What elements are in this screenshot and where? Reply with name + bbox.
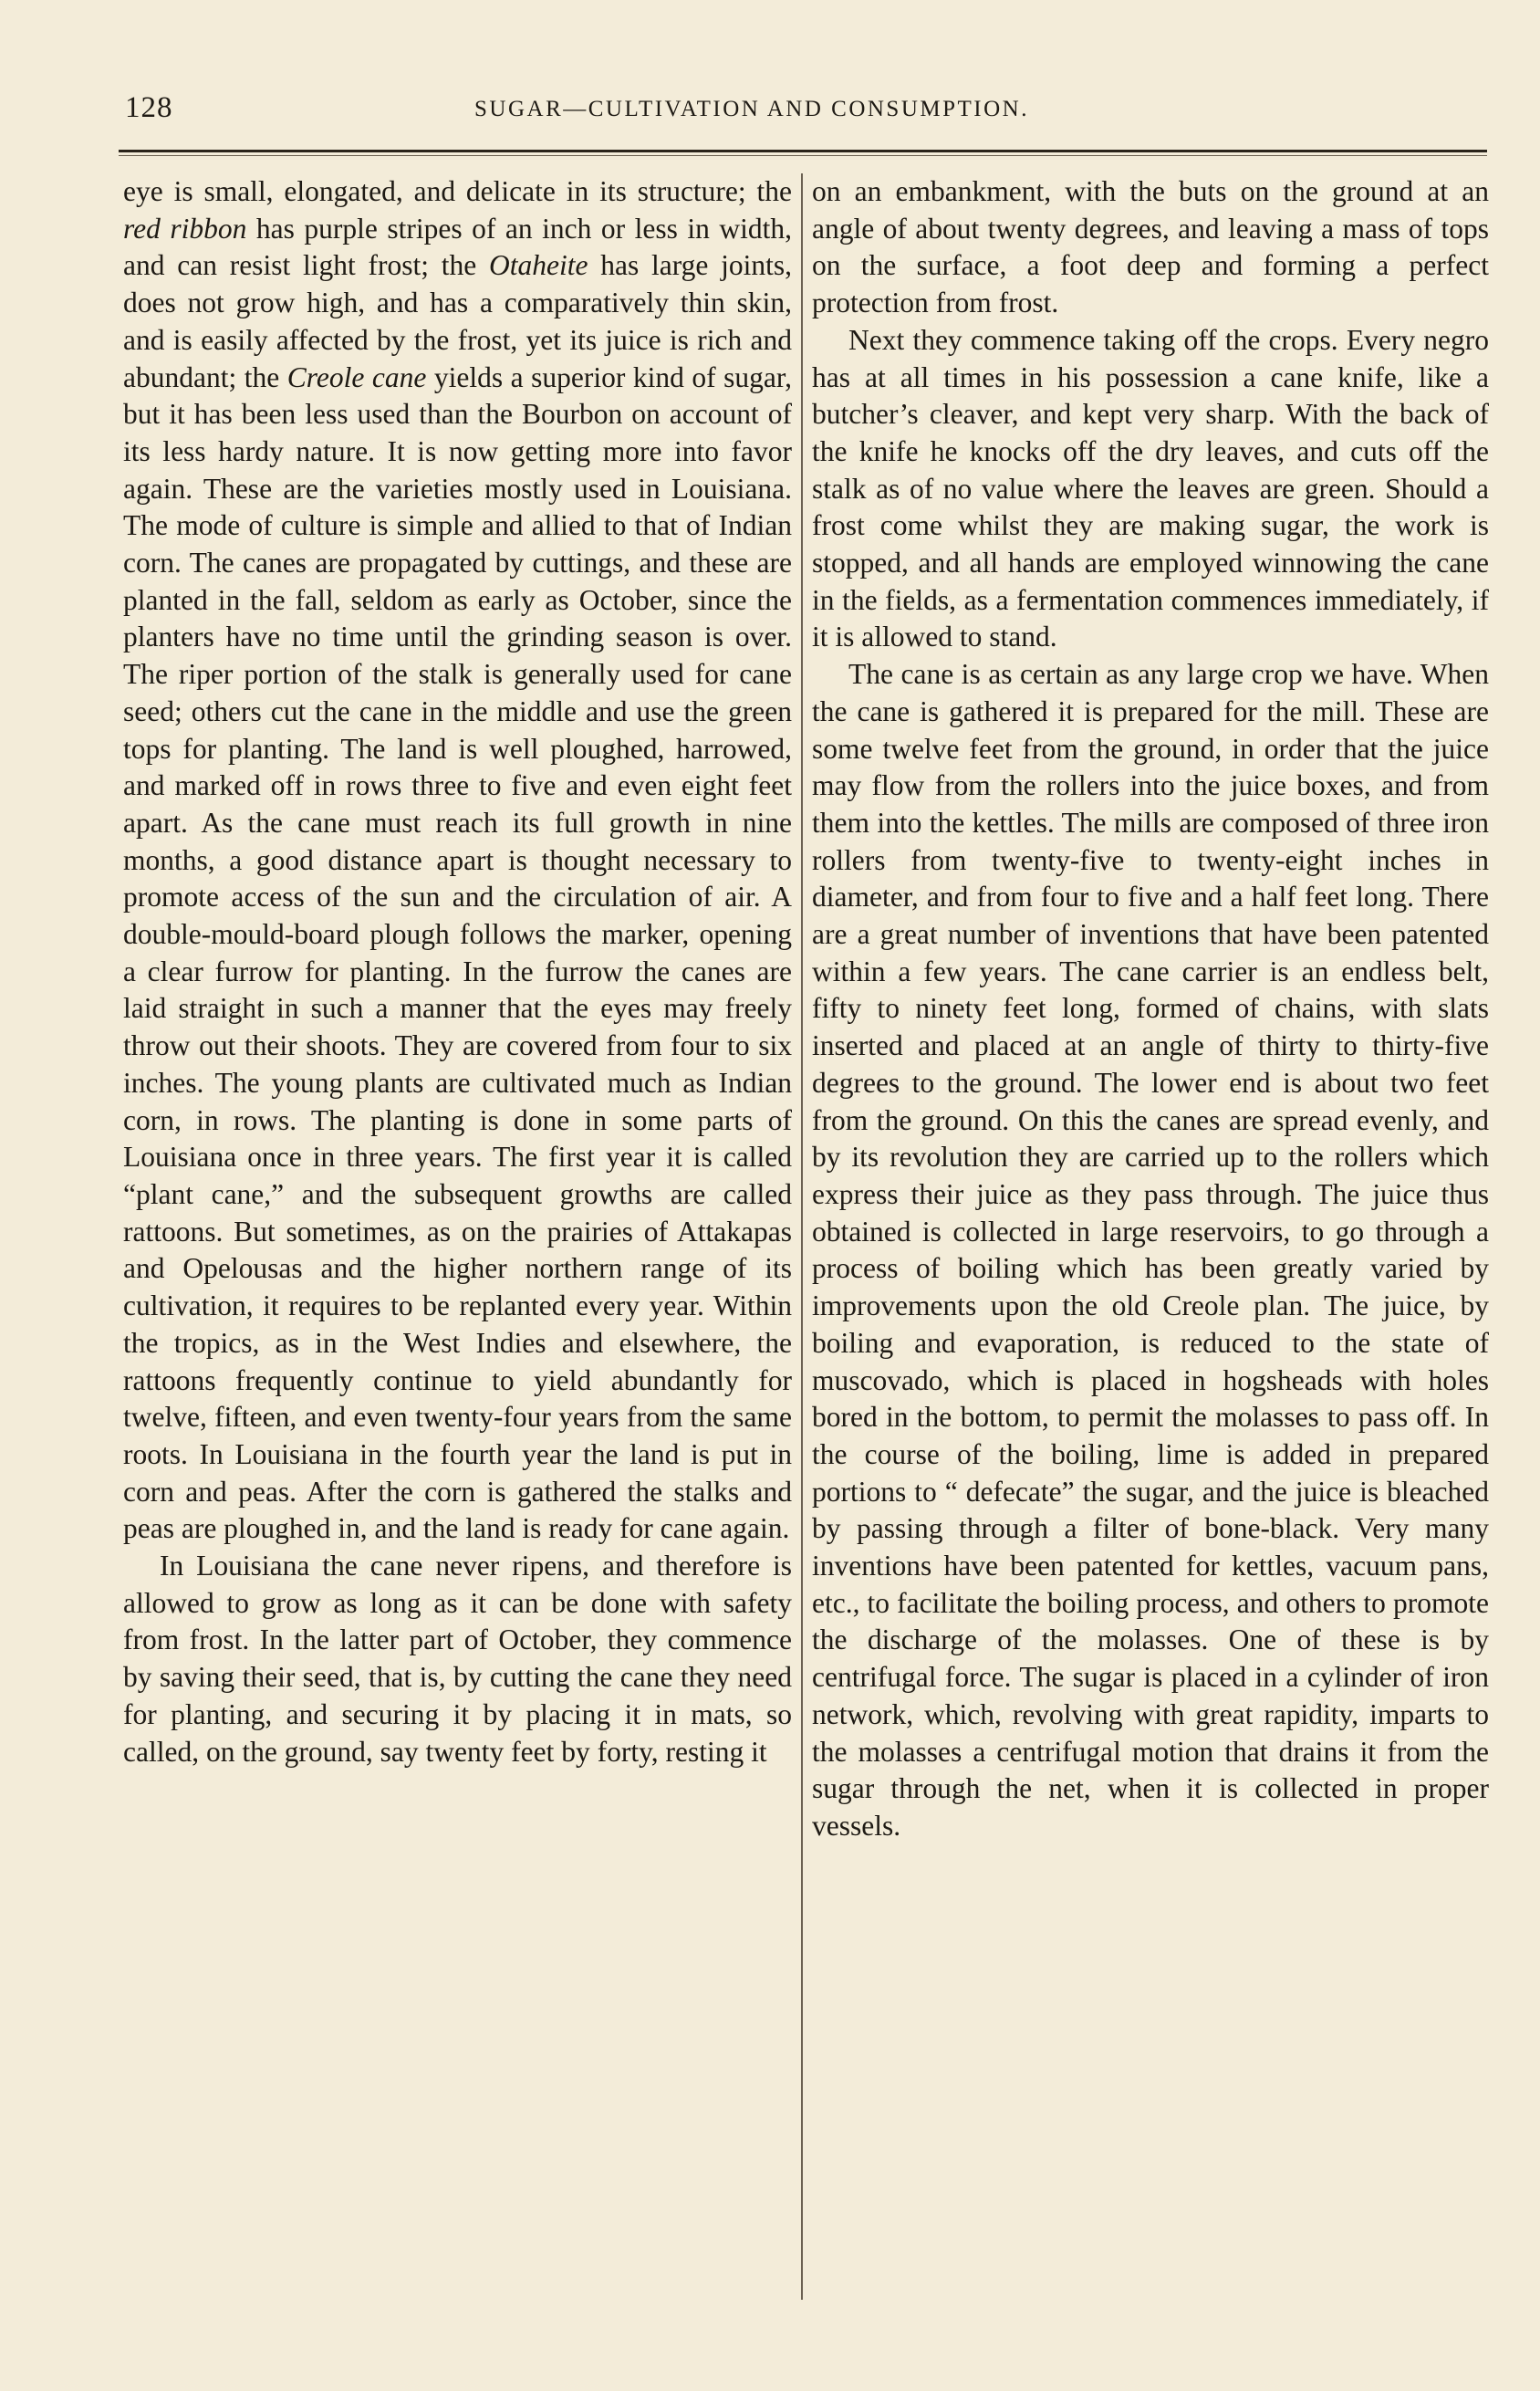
text-run: eye is small, elongated, and delicate in its structure; the — [123, 175, 792, 207]
right-column — [812, 173, 1489, 1845]
text-run: yields a superior kind of sugar, but it has been less used than the Bourbon on account of its less hardy nature. It is now getting more into favor again. These are the varieties mostly used in Louisiana. The mode of culture is simple and allied to that of Indian corn. The canes are propagated by cuttings, and these are planted in the fall, seldom as early as October, since the planters have no time until the grinding season is over. The riper portion of the stalk is generally used for cane seed; others cut the cane in the middle and use the green tops for planting. The land is well ploughed, harrowed, and marked off in rows three to five and even eight feet apart. As the cane must reach its full growth in nine months, a good distance apart is thought necessary to promote access of the sun and the circulation of air. A double-mould-board plough follows the marker, opening a clear furrow for planting. In the furrow the canes are laid straight in such a manner that the eyes may freely throw out their shoots. They are covered from four to six inches. The young plants are cultivated much as Indian corn, in rows. The planting is done in some parts of Louisiana once in three years. The first year it is called “plant cane,” and the subsequent growths are called rattoons. But sometimes, as on the prairies of Attakapas and Opelousas and the higher northern range of its cultivation, it requires to be replanted every year. Within the tropics, as in the West Indies and elsewhere, the rattoons frequently continue to yield abundantly for twelve, fifteen, and even twenty-four years from the same roots. In Louisiana in the fourth year the land is put in corn and peas. After the corn is gathered the stalks and peas are ploughed in, and the land is ready for cane again. — [123, 360, 793, 1545]
header-rule — [119, 150, 1487, 152]
text-run: has large joints, does not grow high, and has a comparatively thin skin, and is easily affected by the frost, yet its juice is rich and abundant; the — [123, 249, 792, 393]
italic-term: Creole cane — [286, 360, 427, 393]
paragraph: Next they commence taking off the crops. Every negro has at all times in his possession a cane knife, like a butcher’s cleaver, and kept very sharp. With the back of the knife he knocks off the dry leaves, and cuts off the stalk as of no value where the leaves are green. Should a frost come whilst they are making sugar, the work is stopped, and all hands are employed winnowing the cane in the fields, as a fermentation commences immediately, if it is allowed to stand. — [812, 323, 1489, 653]
italic-term: red ribbon — [123, 212, 247, 245]
italic-term: Otaheite — [488, 249, 588, 282]
page-number: 128 — [125, 91, 173, 124]
paragraph: on an embankment, with the buts on the ground at an angle of about twenty degrees, and leaving a mass of tops on the surface, a foot deep and forming a perfect protection from frost. — [812, 175, 1489, 319]
header-rule-thin — [119, 155, 1487, 156]
paragraph: The cane is as certain as any large crop we have. When the cane is gathered it is prepared for the mill. These are some twelve feet from the ground, in order that the juice may flow from the rollers into the juice boxes, and from them into the kettles. The mills are composed of three iron rollers from twenty-five to twenty-eight inches in diameter, and from four to five and a half feet long. There are a great number of inventions that have been patented within a few years. The cane carrier is an endless belt, fifty to ninety feet long, formed of chains, with slats inserted and placed at an angle of thirty to thirty-five degrees to the ground. The lower end is about two feet from the ground. On this the canes are spread evenly, and by its revolution they are carried up to the rollers which express their juice as they pass through. The juice thus obtained is collected in large reservoirs, to go through a process of boiling which has been greatly varied by improvements upon the old Creole plan. The juice, by boiling and evaporation, is reduced to the state of muscovado, which is placed in hogsheads with holes bored in the bottom, to permit the molasses to pass off. In the course of the boiling, lime is added in prepared portions to “ defecate” the sugar, and the juice is bleached by passing through a filter of bone-black. Very many inventions have been patented for kettles, vacuum pans, etc., to facilitate the boiling process, and others to promote the discharge of the molasses. One of these is by centrifugal force. The sugar is placed in a cylinder of iron network, which, revolving with great rapidity, imparts to the molasses a centrifugal motion that drains it from the sugar through the net, when it is collected in proper vessels. — [812, 658, 1489, 1842]
left-column — [123, 173, 792, 1770]
text-run: has purple stripes of an inch or less in width, and can resist light frost; the — [123, 212, 792, 282]
paragraph: In Louisiana the cane never ripens, and therefore is allowed to grow as long as it can be done with safety from frost. In the latter part of October, they commence by saving their seed, that is, by cutting the cane they need for planting, and securing it by placing it in mats, so called, on the ground, say twenty feet by forty, resting it — [123, 1550, 792, 1768]
column-divider — [801, 173, 803, 2300]
running-title: SUGAR—CULTIVATION AND CONSUMPTION. — [474, 97, 1029, 121]
paragraph — [123, 173, 792, 1548]
